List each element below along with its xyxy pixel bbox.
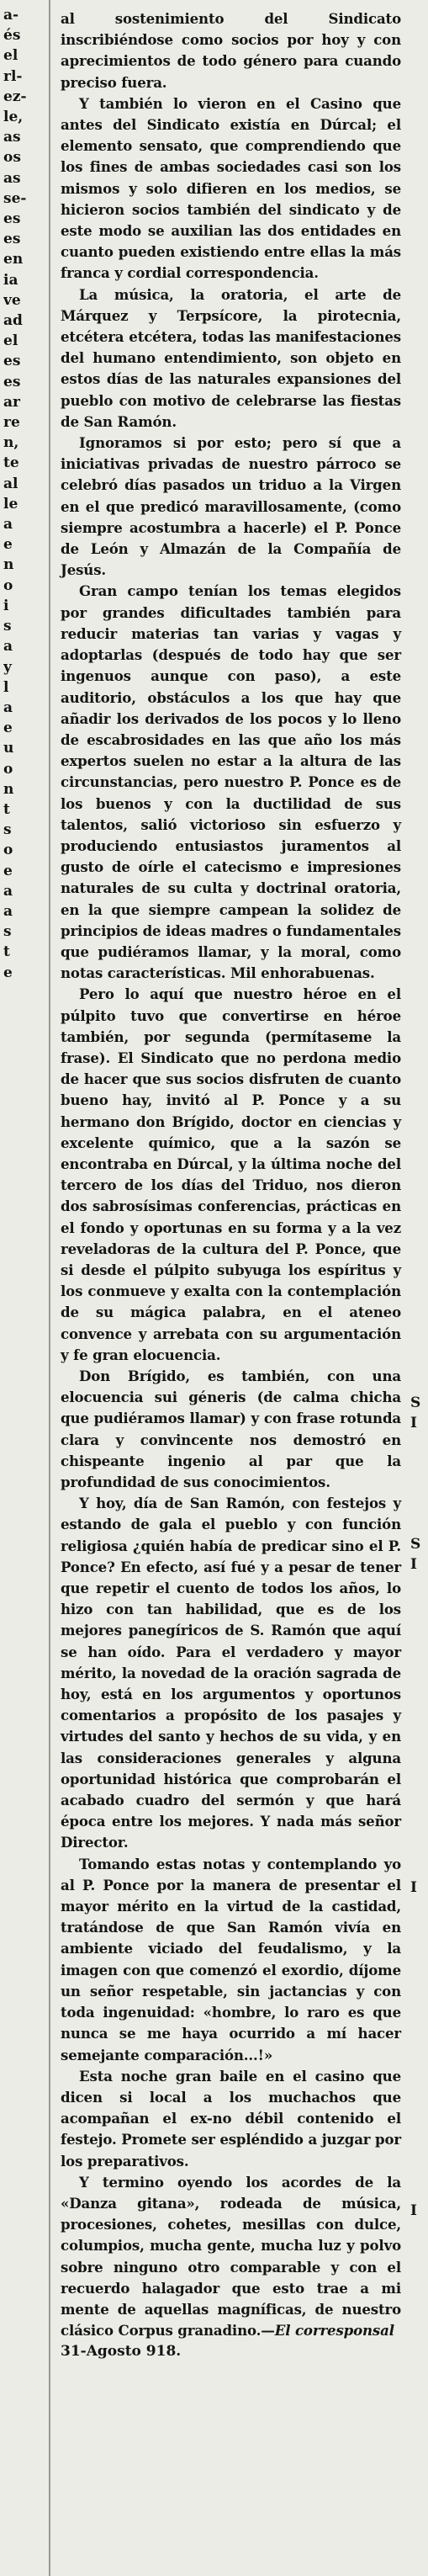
adjacent-column-fragment: e	[3, 720, 13, 737]
right-margin-fragment	[410, 1918, 428, 1938]
right-margin-fragment	[410, 1898, 428, 1918]
adjacent-column-fragment: en	[3, 251, 24, 268]
right-margin-fragment	[410, 1716, 428, 1736]
right-margin-fragment	[410, 1938, 428, 1958]
adjacent-column-fragment: l	[3, 678, 9, 696]
article-paragraph: La música, la oratoria, el arte de Márquez y Terpsícore, la pirotecnia, etcétera etcétera, todas las manifestaciones del humano entendimiento, son objeto en estos días de las naturales expansiones del pueblo con motivo de celebrarse las fiestas de San Ramón.	[61, 285, 401, 430]
right-margin-fragment	[410, 1756, 428, 1777]
adjacent-column-fragment: a	[3, 698, 13, 716]
right-margin-fragment	[410, 1837, 428, 1857]
adjacent-column-fragment: as	[3, 169, 21, 187]
adjacent-column-fragment: ad	[3, 312, 23, 330]
adjacent-column-fragment: es	[3, 353, 21, 370]
adjacent-column-fragment: se-	[3, 189, 27, 207]
right-margin-fragment: I	[410, 1415, 417, 1431]
adjacent-column-fragment: o	[3, 842, 13, 859]
article-column	[61, 8, 401, 2567]
article-paragraph: Y también lo vieron en el Casino que antes del Sindicato existía en Dúrcal; el elemento sensato, que comprendiendo que los fines de ambas sociedades casi son los mismos y solo difieren en los medios, se hicieron socios también del sindicato y de este modo se auxilian las dos entidades en cuanto pueden existiendo entre ellas la más franca y cordial correspondencia.	[61, 94, 401, 282]
right-margin-fragment	[410, 1736, 428, 1756]
right-margin-fragment	[410, 1958, 428, 1978]
adjacent-column-fragment: te	[3, 454, 19, 472]
right-margin-fragment	[410, 1676, 428, 1696]
article-paragraph	[61, 2172, 401, 2342]
right-margin-fragment	[410, 1514, 428, 1534]
right-margin-fragment	[410, 1857, 428, 1878]
right-margin-fragment: I	[410, 2202, 417, 2219]
dateline: 31-Agosto 918.	[61, 2343, 182, 2361]
adjacent-column-fragment: a	[3, 882, 13, 900]
adjacent-column-fragment: u	[3, 740, 14, 757]
closing-paragraph-text: Y termino oyendo los acordes de la «Danza gitana», rodeada de música, procesiones, cohetes, mesillas con dulce, columpios, mucha gente, mucha luz y polvo sobre ninguno otro comparable y con el recuerdo halagador que esto trae a mi mente de aquellas magníficas, de nuestro clásico Corpus granadino.	[61, 2173, 401, 2340]
article-paragraph: Esta noche gran baile en el casino que dicen si local a los muchachos que acompañan el ex-no débil contenido el festejo. Promete ser espléndido a juzgar por los preparativos.	[61, 2067, 401, 2170]
adjacent-column-fragment: s	[3, 618, 12, 635]
right-margin-fragment	[410, 2079, 428, 2100]
adjacent-column-fragment: n	[3, 780, 14, 798]
adjacent-column-fragments	[3, 5, 40, 983]
adjacent-column-fragment: n	[3, 556, 14, 574]
adjacent-column-fragment: es	[3, 210, 21, 228]
right-margin-fragment	[410, 1999, 428, 2019]
right-margin-fragment	[410, 1575, 428, 1595]
adjacent-column-fragment: s	[3, 821, 12, 839]
adjacent-column-fragment: ve	[3, 291, 21, 309]
right-margin-fragment	[410, 1797, 428, 1817]
right-margin-fragment	[410, 2160, 428, 2180]
adjacent-column-fragment: e	[3, 536, 13, 554]
adjacent-column-fragment: e	[3, 862, 13, 879]
right-margin-fragment	[410, 1595, 428, 1615]
article-paragraph: Pero lo aquí que nuestro héroe en el púlpito tuvo que convertirse en héroe también, por segunda (permítaseme la frase). El Sindicato que no perdona medio de hacer que sus socios disfruten de cuanto bueno hay, invitó al P. Ponce y a su hermano don Brígido, doctor en ciencias y excelente químico, que a la sazón se encontraba en Dúrcal, y la última noche del tercero de los días del Triduo, nos dieron dos sabrosísimas conferencias, prácticas en el fondo y oportunas en su forma y a la vez reveladoras de la cultura del P. Ponce, que si desde el púlpito subyuga los espíritus y los conmueve y exalta con la contemplación de su mágica palabra, en el ateneo convence y arrebata con su argumentación y fe gran elocuencia.	[61, 985, 401, 1363]
right-margin-fragment	[410, 1453, 428, 1474]
adjacent-column-fragment: rl-	[3, 67, 23, 85]
right-margin-fragment	[410, 1433, 428, 1453]
adjacent-column-fragment: ez-	[3, 88, 27, 105]
adjacent-column-fragment: es	[3, 231, 21, 248]
right-margin-fragment	[410, 1635, 428, 1655]
right-margin-fragment: I	[410, 1556, 417, 1573]
right-margin-fragment	[410, 2100, 428, 2120]
right-margin-fragment	[410, 1494, 428, 1514]
right-margin-fragment	[410, 2120, 428, 2140]
adjacent-column-fragment: os	[3, 149, 21, 167]
right-margin-fragment: S	[410, 1536, 421, 1553]
article-paragraph: al sostenimiento del Sindicato inscribiéndose como socios por hoy y con aprecimientos de todo género para cuando preciso fuera.	[61, 10, 401, 91]
adjacent-column-fragment: al	[3, 475, 18, 492]
right-margin-fragment	[410, 1978, 428, 1999]
adjacent-column-fragment: re	[3, 414, 20, 432]
right-margin-fragment	[410, 1817, 428, 1837]
adjacent-column-fragment: a	[3, 638, 13, 656]
adjacent-column-fragment: n,	[3, 434, 19, 452]
adjacent-column-fragment: t	[3, 943, 10, 961]
article-paragraph: Don Brígido, es también, con una elocuencia sui géneris (de calma chicha que pudiéramos llamar) y con frase rotunda clara y convincente nos demostró en chispeante ingenio al par que la profundidad de sus conocimientos.	[61, 1368, 401, 1491]
adjacent-column-fragment: y	[3, 658, 12, 676]
right-margin-fragment	[410, 1777, 428, 1797]
right-margin-fragment: S	[410, 1394, 421, 1411]
adjacent-column-fragment: a-	[3, 7, 19, 24]
right-margin-fragment	[410, 2180, 428, 2201]
adjacent-column-fragment: le,	[3, 109, 24, 126]
adjacent-column-fragment: t	[3, 800, 10, 818]
adjacent-column-fragment: as	[3, 129, 21, 146]
signature-dash: —	[261, 2322, 275, 2340]
right-margin-fragment	[410, 1615, 428, 1635]
article-paragraph: Y hoy, día de San Ramón, con festejos y estando de gala el pueblo y con función religiosa ¿quién había de predicar sino el P. Ponce? En efecto, así fué y a pesar de tener que repetir el cuento de todos los años, lo hizo con tan habilidad, que es de los mejores panegíricos de S. Ramón que aquí se han oído. Para el verdadero y mayor mérito, la novedad de la oración sagrada de hoy, está en los argumentos y oportunos comentarios a propósito de los pasajes y virtudes del santo y hechos de su vida, y en las consideraciones generales y alguna oportunidad histórica que comprobarán el acabado cuadro del sermón y que hará época entre los mejores. Y nada más señor Director.	[61, 1495, 401, 1851]
right-margin-fragment	[410, 2019, 428, 2039]
right-margin-fragment	[410, 1696, 428, 1716]
adjacent-column-fragment: ar	[3, 393, 20, 411]
adjacent-column-fragment: le	[3, 495, 18, 513]
adjacent-column-fragment: s	[3, 923, 12, 941]
adjacent-column-fragment: o	[3, 760, 13, 778]
right-margin-fragment	[410, 2039, 428, 2059]
adjacent-column-fragment: a	[3, 516, 13, 534]
column-rule	[49, 0, 50, 2576]
article-paragraph: Ignoramos si por esto; pero sí que a iniciativas privadas de nuestro párroco se celebró días pasados un triduo a la Virgen en el que predicó maravillosamente, (como siempre acostumbra a hacerle) el P. Ponce de León y Almazán de la Compañía de Jesús.	[61, 434, 401, 579]
right-margin-fragment	[410, 1655, 428, 1676]
right-margin-fragment	[410, 2059, 428, 2079]
adjacent-column-fragment: és	[3, 27, 21, 45]
article-paragraph: Gran campo tenían los temas elegidos por grandes dificultades también para reducir materias tan varias y vagas y adoptarlas (después de todo hay que ser ingenuos aunque con paso), a este auditorio, obstáculos a los que hay que añadir los derivados de los pocos y lo lleno de escabrosidades en las que año los más expertos suelen no estar a la altura de las circunstancias, pero nuestro P. Ponce es de los buenos y con la ductilidad de sus talentos, salió victorioso sin esfuerzo y produciendo entusiastos juramentos al gusto de oírle el catecismo e impresiones naturales de su culta y doctrinal oratoria, en la que siempre campean la solidez de principios de ideas madres o fundamentales que pudiéramos llamar, y la moral, como notas características. Mil enhorabuenas.	[61, 582, 401, 982]
adjacent-column-fragment: i	[3, 597, 9, 614]
adjacent-column-fragment: a	[3, 902, 13, 920]
adjacent-column-fragment: el	[3, 332, 18, 350]
right-margin-fragment	[410, 1474, 428, 1494]
right-margin-fragment	[410, 2140, 428, 2160]
right-margin-fragment: I	[410, 1879, 417, 1896]
adjacent-column-fragment: e	[3, 964, 13, 981]
article-paragraph: Tomando estas notas y contemplando yo al P. Ponce por la manera de presentar el mayor mérito en la virtud de la castidad, tratándose de que San Ramón vivía en ambiente viciado del feudalismo, y la imagen con que comenzó el exordio, díjome un señor respetable, sin jactancias y con toda ingenuidad: «hombre, lo raro es que nunca se me haya ocurrido a mí hacer semejante comparación...!»	[61, 1855, 401, 2063]
adjacent-column-fragment: ia	[3, 271, 18, 289]
adjacent-column-fragment: el	[3, 47, 18, 65]
adjacent-column-fragment: o	[3, 576, 13, 594]
right-margin-fragments	[410, 1393, 428, 2221]
signature: El corresponsal	[274, 2322, 394, 2340]
adjacent-column-fragment: es	[3, 373, 21, 390]
